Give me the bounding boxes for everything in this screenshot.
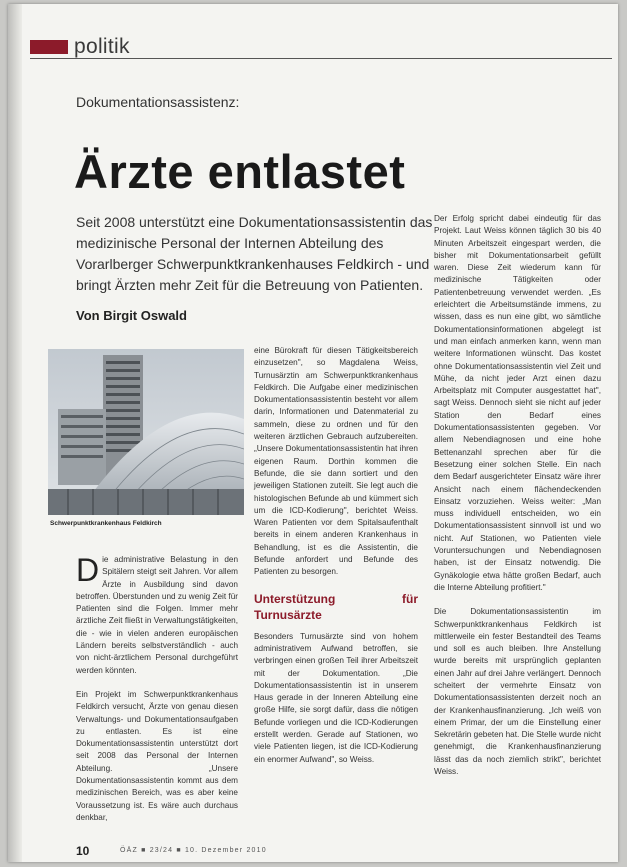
article-column-1 [76,554,238,836]
column-1-text-1: ie administrative Belastung in den Spitälern steigt seit Jahren. Vor allem Ärzte in Ausbildung sind davon betroffen. Überstunden und zu wenig Zeit für Patienten sind die Folgen. Immer mehr ärztliche Zeit fließt in Verwaltungstätigkeiten, die - wie in vielen anderen europäischen Ländern bereits selbstverständlich - auch von nicht-ärztlichem Personal durchgeführt werden könnten. [76,555,238,675]
column-2-paragraph-2: Besonders Turnusärzte sind von hohem administrativem Aufwand betroffen, sie verbringen einen großen Teil ihrer Arbeitszeit mit der Dokumentation. „Die Dokumentationsassistentin ist in unserem Haus gerade in der Inneren Abteilung eine große Hilfe, sie sorgt dafür, dass die nötigen Befunde vorliegen und die ICD-Kodierungen erstellt werden. Gerade auf Stationen, wo viele Patienten liegen, ist die ICD-Kodierung ein enormer Aufwand", so Weiss. [254,631,418,764]
article-column-2 [254,345,418,778]
hospital-building-illustration [48,349,244,515]
column-3-paragraph-2: Die Dokumentationsassistentin im Schwerpunktkrankenhaus Feldkirch ist mittlerweile ein fester Bestandteil des Teams und soll es auch bleiben. Ihre Anstellung wurde bereits mit ursprünglich geplanten einen Jahr auf drei Jahre verlängert. Dennoch scheitert der vermehrte Einsatz von Dokumentationsassistenten derzeit noch an der Krankenhausfinanzierung. „Ich weiß von einem Primar, der um die Einstellung einer Sekretärin gebeten hat. Die Stelle wurde nicht genehmigt, die Krankenhausfinanzierung lässt das da noch ziemlich strikt", berichtet Weiss. [434,607,601,777]
hospital-photo [48,349,244,515]
article-kicker: Dokumentationsassistenz: [76,94,240,110]
article-headline: Ärzte entlastet [74,145,406,198]
drop-cap: D [76,552,100,588]
column-2-paragraph-1: eine Bürokraft für diesen Tätigkeitsbereich einzusetzen", so Magdalena Weiss, Turnusärztin am Schwerpunktkrankenhaus Feldkirch. Die Aufgabe einer medizinischen Dokumentationsassistentin besteht vor allem darin, Informationen und Datenmaterial zu sammeln, diese zu ordnen und für den weiteren ärztlichen Gebrauch aufzubereiten. „Unsere Dokumentationsassistentin hat ihren eigenen Raum. Dorthin kommen die Befunde, die sie dann sortiert und den jeweiligen Stationen zuteilt. Sie legt auch die histologischen Befunde ab und kümmert sich um die ICD-Kodierung", berichtet Weiss. Waren Patienten vor dem Spitalsaufenthalt bereits in einem anderen Krankenhaus in Behandlung, ist es die Assistentin, die Befunde anfordert und Befunde des Patienten zu besorgen. [254,346,418,577]
page-number: 10 [76,844,90,858]
rubric-label: politik [74,35,130,58]
page-gutter-shadow [8,4,22,862]
article-author: Von Birgit Oswald [76,308,187,323]
article-lead: Seit 2008 unterstützt eine Dokumentationsassistentin das medizinische Personal der Internen Abteilung des Vorarlberger Schwerpunktkrankenhauses Feldkirch - und bringt Ärzten mehr Zeit für die Betreuung von Patienten. [76,214,433,293]
issue-line: ÖÄZ ■ 23/24 ■ 10. Dezember 2010 [120,847,267,854]
column-1-paragraph-2: Ein Projekt im Schwerpunktkrankenhaus Feldkirch versucht, Ärzte von genau diesen Verwaltungs- und Dokumentationsaufgaben zu entlasten. Es ist eine Dokumentationsassistentin unterstützt dort seit 2008 das Personal der Internen Abteilung. „Unsere Dokumentationsassistentin kommt aus dem medizinischen Bereich, was es aber keine Voraussetzung ist. Es wäre auch durchaus denkbar, [76,689,238,822]
magazine-page [8,4,618,862]
rubric-color-bar [30,40,68,54]
header-rule [30,58,612,59]
article-column-3 [434,213,601,790]
column-3-paragraph-1: Der Erfolg spricht dabei eindeutig für das Projekt. Laut Weiss können täglich 30 bis 40 Minuten Arbeitszeit eingespart werden, die bisher mit Dokumentationsarbeit gefüllt waren. Diese Zeit wiederum kann für medizinische Tätigkeiten oder Patientenbetreuung verwendet werden. „Es erleichtert die Arbeitsumstände immens, zu wissen, dass es nun eine gibt, wo sämtliche Dokumentationsinformationen abgelegt ist und man einfach anmerken kann, wenn man weitere Informationen wünscht. Das kostet ohne Dokumentationsassistentin viel Zeit und Mühe, da nicht jeder Arzt einen dazu Arbeitsplatz mit Computer ausgestattet hat", sagt Weiss. Dennoch sieht sie nicht auf jeder Station den Bedarf eines Dokumentationsassistenten gegeben. Vor allem Nebendiagnosen und eine hohe Bettenanzahl sprechen aber für die Besetzung einer solchen Stelle. Ein nach dem Bedarf ausgerichteter Einsatz wäre ihrer Ansicht nach einem flächendeckenden Einsatz vorzuziehen. Weiss weiter: „Man muss individuell entscheiden, wo ein Dokumentationsassistent sinnvoll ist und wo nicht. Auf Stationen, wo Patienten viele Voruntersuchungen und Nebendiagnosen haben, ist der Einsatz notwendig. Die Gynäkologie etwa hätte großen Bedarf, auch die Interne Abteilung profitiert." [434,214,601,592]
photo-caption: Schwerpunktkrankenhaus Feldkirch [50,520,162,527]
column-1-paragraph-1 [76,554,238,677]
article-subhead: Unterstützung für Turnusärzte [254,591,418,622]
